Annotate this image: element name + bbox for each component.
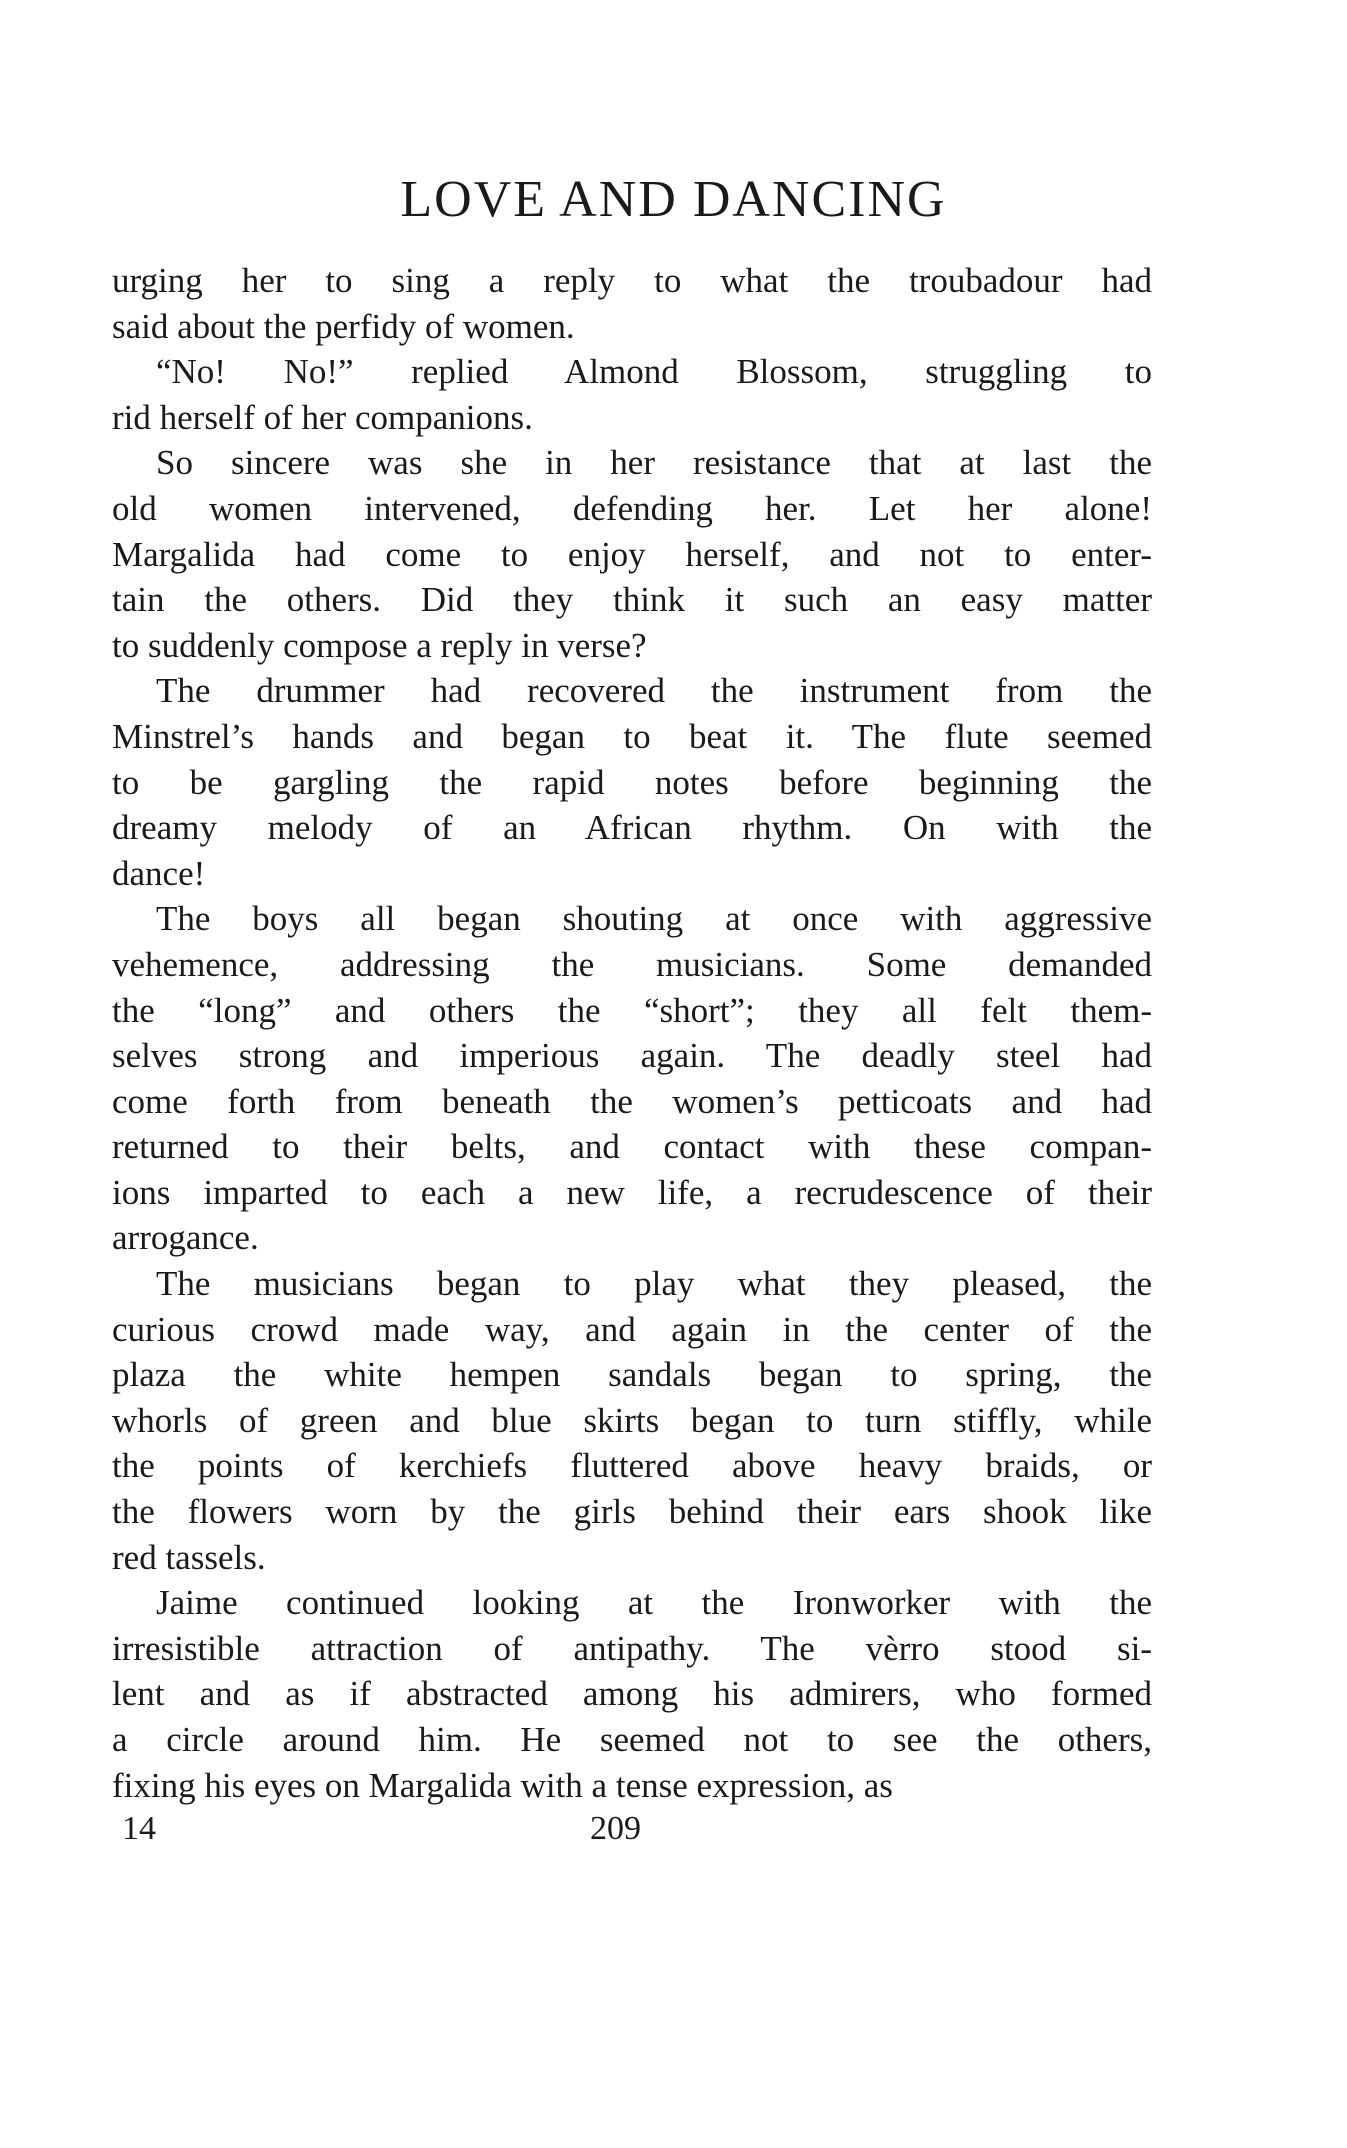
text-line: old women intervened, defending her. Let her alone! [112, 488, 1152, 528]
paragraph [112, 1580, 1152, 1808]
paragraph [112, 349, 1152, 440]
paragraph [112, 1261, 1152, 1580]
text-line: the flowers worn by the girls behind their ears shook like [112, 1492, 1152, 1532]
text-line: to suddenly compose a reply in verse? [112, 625, 647, 665]
body-text [112, 258, 1152, 1808]
text-line: curious crowd made way, and again in the center of the [112, 1309, 1152, 1349]
page-footer [112, 1810, 1152, 1854]
text-line: returned to their belts, and contact with these compan- [112, 1127, 1152, 1167]
text-line: urging her to sing a reply to what the troubadour had [112, 261, 1152, 300]
text-line: The drummer had recovered the instrument from the [156, 671, 1152, 711]
text-line: the “long” and others the “short”; they all felt them- [112, 990, 1152, 1030]
text-line: to be gargling the rapid notes before beginning the [112, 762, 1152, 802]
text-line: irresistible attraction of antipathy. The vèrro stood si- [112, 1628, 1152, 1668]
text-line: Margalida had come to enjoy herself, and not to enter- [112, 534, 1152, 574]
text-line: red tassels. [112, 1537, 266, 1577]
text-line: vehemence, addressing the musicians. Some demanded [112, 944, 1152, 984]
paragraph [112, 896, 1152, 1261]
text-line: So sincere was she in her resistance that at last the [156, 443, 1152, 483]
text-line: the points of kerchiefs fluttered above heavy braids, or [112, 1446, 1152, 1486]
text-line: Minstrel’s hands and began to beat it. The flute seemed [112, 716, 1152, 756]
text-line: dance! [112, 853, 206, 893]
page-number: 209 [590, 1810, 641, 1847]
text-line: The musicians began to play what they pleased, the [156, 1264, 1152, 1304]
paragraph [112, 668, 1152, 896]
text-line: whorls of green and blue skirts began to turn stiffly, while [112, 1400, 1152, 1440]
text-line: lent and as if abstracted among his admirers, who formed [112, 1674, 1152, 1714]
text-line: fixing his eyes on Margalida with a tense expression, as [112, 1765, 893, 1805]
text-line: come forth from beneath the women’s petticoats and had [112, 1081, 1152, 1121]
text-line: plaza the white hempen sandals began to spring, the [112, 1355, 1152, 1395]
signature-mark: 14 [122, 1810, 156, 1847]
text-line: arrogance. [112, 1218, 259, 1258]
text-line: dreamy melody of an African rhythm. On with the [112, 808, 1152, 848]
text-line: Jaime continued looking at the Ironworker with the [156, 1583, 1152, 1623]
text-line: said about the perfidy of women. [112, 306, 575, 346]
text-line: ions imparted to each a new life, a recrudescence of their [112, 1172, 1152, 1212]
paragraph [112, 258, 1152, 349]
text-line: The boys all began shouting at once with aggressive [156, 899, 1152, 939]
text-line: selves strong and imperious again. The deadly steel had [112, 1036, 1152, 1076]
text-line: tain the others. Did they think it such an easy matter [112, 580, 1152, 620]
text-line: a circle around him. He seemed not to see the others, [112, 1720, 1152, 1759]
text-line: “No! No!” replied Almond Blossom, struggling to [156, 352, 1152, 392]
text-line: rid herself of her companions. [112, 397, 533, 437]
running-title: LOVE AND DANCING [400, 171, 947, 228]
paragraph [112, 440, 1152, 668]
